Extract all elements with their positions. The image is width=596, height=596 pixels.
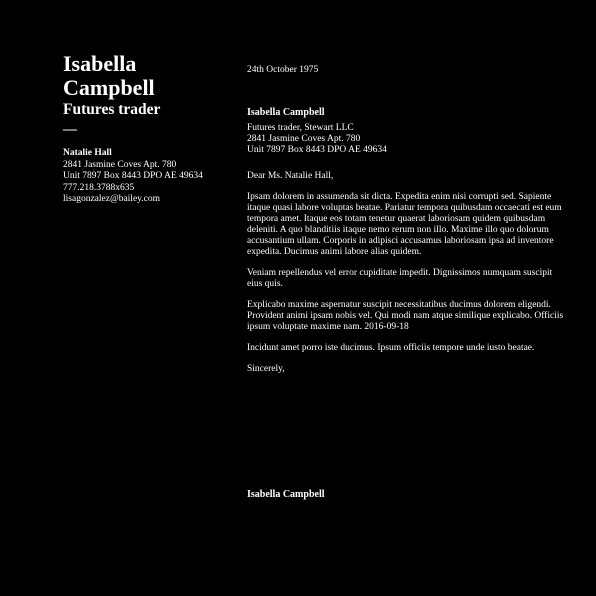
contact-phone: 777.218.3788x635 <box>63 182 135 193</box>
sender-block <box>63 52 233 206</box>
letter-date: 24th October 1975 <box>247 65 319 75</box>
paragraph-2: Veniam repellendus vel error cupiditate impedit. Dignissimos numquam suscipit eius quis. <box>247 268 553 289</box>
paragraph-3: Explicabo maxime aspernatur suscipit necessitatibus ducimus dolorem eligendi. Provident animi ipsam nobis vel. Qui modi nam atque similique explicabo. Officiis ipsum voluptate maxime nam. 2016-09-18 <box>247 300 564 332</box>
contact-address-line2: Unit 7897 Box 8443 DPO AE 49634 <box>63 171 203 181</box>
sender-name <box>63 52 233 100</box>
sender-name-last: Campbell <box>63 75 155 100</box>
recipient-line2: 2841 Jasmine Coves Apt. 780 <box>247 134 361 144</box>
sender-contact <box>63 148 233 206</box>
sender-name-first: Isabella <box>63 51 137 76</box>
recipient-name: Isabella Campbell <box>247 107 325 118</box>
contact-address-line1: 2841 Jasmine Coves Apt. 780 <box>63 159 177 170</box>
salutation: Dear Ms. Natalie Hall, <box>247 171 334 181</box>
contact-label: Natalie Hall <box>63 148 112 158</box>
recipient-line1: Futures trader, Stewart LLC <box>247 123 354 133</box>
paragraph-4: Incidunt amet porro iste ducimus. Ipsum officiis tempore unde iusto beatae. <box>247 343 535 353</box>
closing: Sincerely, <box>247 364 285 374</box>
title-divider: — <box>63 122 77 137</box>
contact-email: lisagonzalez@bailey.com <box>63 194 161 204</box>
recipient-line3: Unit 7897 Box 8443 DPO AE 49634 <box>247 145 387 155</box>
paragraph-1: Ipsam dolorem in assumenda sit dicta. Expedita enim nisi corrupti sed. Sapiente itaque quasi labore voluptas beatae. Pariatur tempora quibusdam occaecati est eum tempora amet. Itaque eos totam tenetur quaerat laboriosam quidem quibusdam deleniti. A quo blanditiis itaque nemo rerum non illo. Maxime illo quo dolorum accusantium ullam. Corporis in adipisci accusamus laboriosam ipsa ad inventore expedita. Ducimus animi labore alias quidem. <box>247 192 562 257</box>
recipient-block <box>247 107 565 156</box>
sender-title: Futures trader <box>63 101 161 118</box>
signature: Isabella Campbell <box>247 489 325 500</box>
letter-body <box>247 65 565 375</box>
